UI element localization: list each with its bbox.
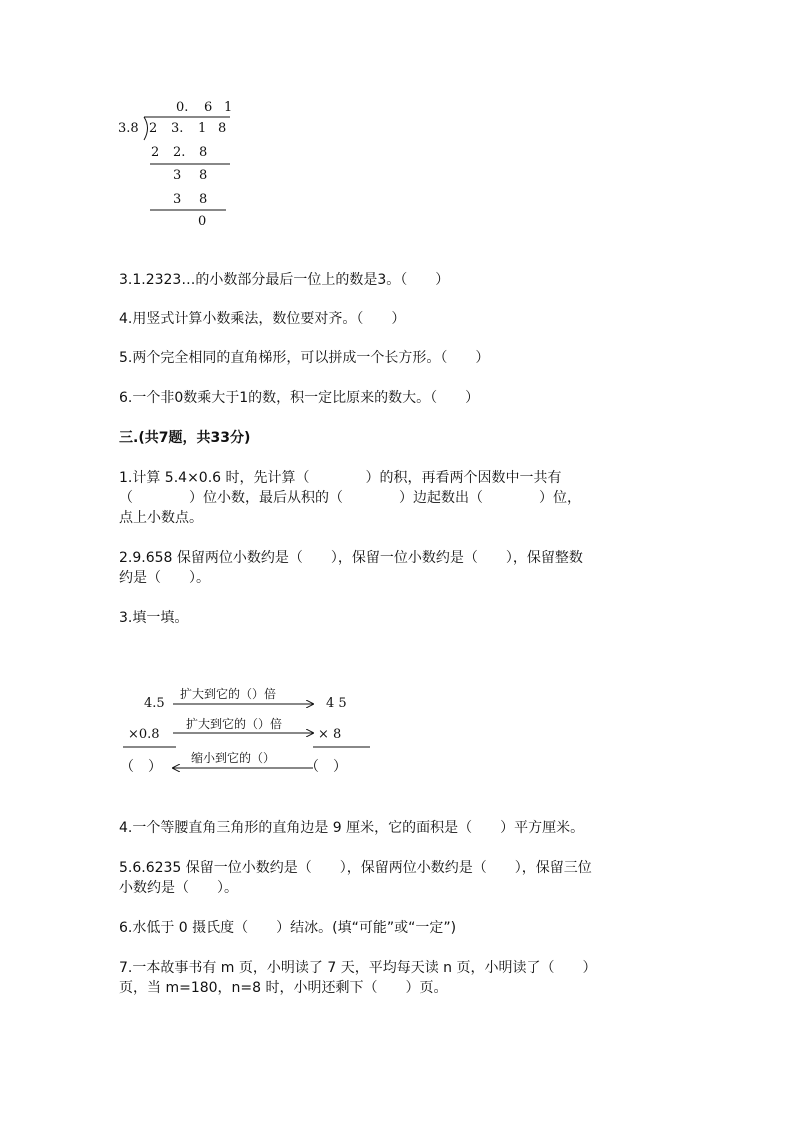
quotient-digit: 0. [176,100,189,115]
question-7-line-1: 7.一本故事书有 m 页，小明读了 7 天，平均每天读 n 页，小明读了（ ） [119,960,597,976]
factor-right-top: 4 5 [326,696,347,711]
arrow-label-mid: 扩大到它的（）倍 [186,717,283,731]
question-4: 4.一个等腰直角三角形的直角边是 9 厘米，它的面积是（ ）平方厘米。 [119,820,585,836]
quotient-digit: 1 [224,100,233,115]
judge-item-3: 3.1.2323…的小数部分最后一位上的数是3。（ ） [119,272,450,288]
question-6: 6.水低于 0 摄氏度（ ）结冰。(填“可能”或“一定”) [119,920,457,936]
product-left-blank: （ ） [120,759,162,775]
arrow-label-top: 扩大到它的（）倍 [180,687,277,701]
question-1-line-1: 1.计算 5.4×0.6 时，先计算（ ）的积，再看两个因数中一共有 [119,470,562,486]
step-digit: 3 [173,192,182,207]
quotient-digit: 6 [204,100,213,115]
question-1-line-3: 点上小数点。 [119,510,203,526]
factor-left-top: 4.5 [144,696,165,711]
arrow-label-bottom: 缩小到它的（） [191,751,276,765]
step-digit: 2. [173,145,186,160]
judge-item-4: 4.用竖式计算小数乘法，数位要对齐。（ ） [119,311,406,327]
dividend-digit: 8 [218,121,227,136]
judge-item-6: 6.一个非0数乘大于1的数，积一定比原来的数大。（ ） [119,390,480,406]
question-2-line-2: 约是（ ）。 [119,570,210,586]
step-digit: 3 [173,168,182,183]
dividend-digit: 3. [171,121,184,136]
remainder: 0 [198,214,207,229]
dividend-digit: 2 [149,121,158,136]
factor-right-mid: × 8 [318,727,342,742]
section-title: 三.(共7题，共33分) [119,430,251,446]
question-5-line-1: 5.6.6235 保留一位小数约是（ ），保留两位小数约是（ ），保留三位 [119,860,592,876]
step-digit: 2 [151,145,160,160]
step-digit: 8 [199,145,208,160]
question-1-line-2: （ ）位小数，最后从积的（ ）边起数出（ ）位， [119,490,581,506]
factor-left-mid: ×0.8 [128,727,160,742]
step-digit: 8 [199,192,208,207]
product-right-blank: （ ） [305,759,347,775]
division-arc [144,117,148,140]
question-7-line-2: 页，当 m=180，n=8 时，小明还剩下（ ）页。 [119,980,448,996]
divisor: 3.8 [118,121,139,136]
step-digit: 8 [199,168,208,183]
judge-item-5: 5.两个完全相同的直角梯形，可以拼成一个长方形。（ ） [119,350,490,366]
dividend-digit: 1 [198,121,207,136]
question-5-line-2: 小数约是（ ）。 [119,880,238,896]
question-3: 3.填一填。 [119,610,189,626]
question-2-line-1: 2.9.658 保留两位小数约是（ ），保留一位小数约是（ ），保留整数 [119,550,583,566]
